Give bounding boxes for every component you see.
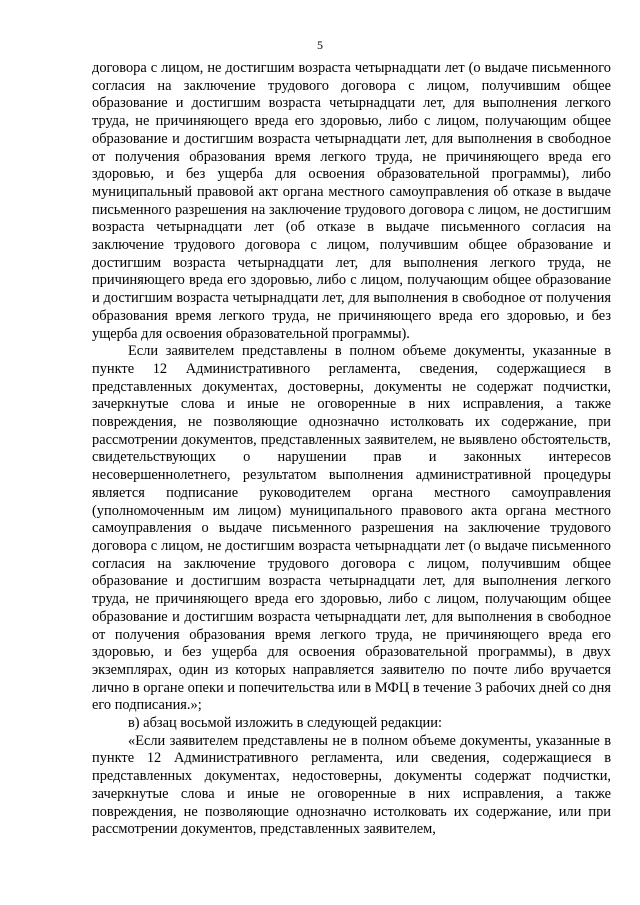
paragraph-incomplete-documents: «Если заявителем представлены не в полном объеме документы, указанные в пункте 12 Административного регламента, или сведения, содержащиеся в представленных документах, недостоверны, документы содержат подчистки, зачеркнутые слова и иные не оговоренные в них исправления, а также повреждения, не позволяющие однозначно истолковать их содержание, или при рассмотрении документов, представленных заявителем, [92,732,611,838]
paragraph-continuation: договора с лицом, не достигшим возраста четырнадцати лет (о выдаче письменного согласия на заключение трудового договора с лицом, получившим общее образование и достигшим возраста четырнадцати лет, для выполнения легкого труда, не причиняющего вреда его здоровью, либо с лицом, получающим общее образование и достигшим возраста четырнадцати лет, для выполнения в свободное от получения образования время легкого труда, не причиняющего вреда его здоровью, и без ущерба для освоения образовательной программы), либо муниципальный правовой акт органа местного самоуправления об отказе в выдаче письменного разрешения на заключение трудового договора с лицом, не достигшим возраста четырнадцати лет (об отказе в выдаче письменного согласия на заключение трудового договора с лицом, получившим общее образование и достигшим возраста четырнадцати лет, для выполнения легкого труда, не причиняющего вреда его здоровью, либо с лицом, получающим общее образование и достигшим возраста четырнадцати лет, для выполнения в свободное от получения образования время легкого труда, не причиняющего вреда его здоровью, и без ущерба для освоения образовательной программы). [92,60,611,342]
page-number: 5 [317,38,323,52]
document-body [92,60,611,839]
paragraph-amendment-item-v: в) абзац восьмой изложить в следующей редакции: [128,715,442,732]
paragraph-full-documents: Если заявителем представлены в полном объеме документы, указанные в пункте 12 Административного регламента, сведения, содержащиеся в представленных документах, достоверны, документы не содержат подчистки, зачеркнутые слова и иные не оговоренные в них исправления, а также повреждения, не позволяющие однозначно истолковать их содержание, при рассмотрении документов, представленных заявителем, не выявлено обстоятельств, свидетельствующих о нарушении прав и законных интересов несовершеннолетнего, результатом выполнения административной процедуры является подписание руководителем органа местного самоуправления (уполномоченным им лицом) муниципального правового акта органа местного самоуправления о выдаче письменного разрешения на заключение трудового договора с лицом, не достигшим возраста четырнадцати лет (о выдаче письменного согласия на заключение трудового договора с лицом, получившим общее образование и достигшим возраста четырнадцати лет, для выполнения легкого труда, не причиняющего вреда его здоровью, либо с лицом, получающим общее образование и достигшим возраста четырнадцати лет, для выполнения в свободное от получения образования время легкого труда, не причиняющего вреда его здоровью, и без ущерба для освоения образовательной программы), в двух экземплярах, один из которых направляется заявителю по почте либо вручается лично в органе опеки и попечительства или в МФЦ в течение 3 рабочих дней со дня его подписания.»; [92,343,611,714]
